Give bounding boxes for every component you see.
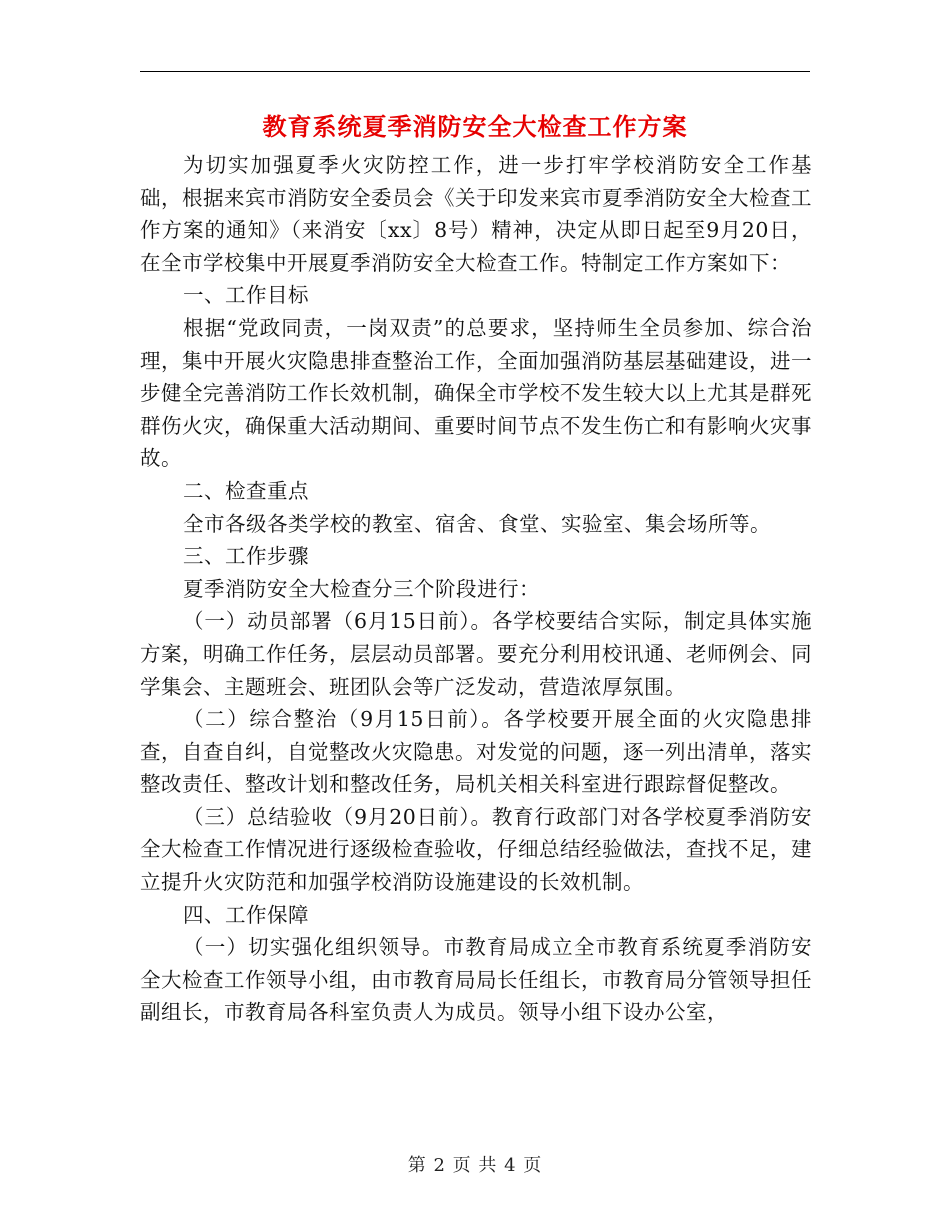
- guarantee-one-paragraph: （一）切实强化组织领导。市教育局成立全市教育系统夏季消防安全大检查工作领导小组，由市教育局局长任组长，市教育局分管领导担任副组长，市教育局各科室负责人为成员。领导小组下设办公室，: [140, 935, 812, 1025]
- focus-paragraph: 全市各级各类学校的教室、宿舍、食堂、实验室、集会场所等。: [183, 511, 772, 536]
- section-heading-goals: 一、工作目标: [183, 283, 310, 308]
- document-body: [140, 149, 812, 1029]
- step-two-paragraph: （二）综合整治（9月15日前）。各学校要开展全面的火灾隐患排查，自查自纠，自觉整改火灾隐患。对发觉的问题，逐一列出清单，落实整改责任、整改计划和整改任务，局机关相关科室进行跟踪督促整改。: [140, 707, 812, 797]
- header-rule: [140, 71, 810, 72]
- section-heading-steps: 三、工作步骤: [183, 544, 310, 569]
- intro-paragraph: 为切实加强夏季火灾防控工作，进一步打牢学校消防安全工作基础，根据来宾市消防安全委员会《关于印发来宾市夏季消防安全大检查工作方案的通知》（来消安〔xx〕8号）精神，决定从即日起至9月20日，在全市学校集中开展夏季消防安全大检查工作。特制定工作方案如下：: [140, 153, 812, 275]
- goals-paragraph: 根据“党政同责，一岗双责”的总要求，坚持师生全员参加、综合治理，集中开展火灾隐患排查整治工作，全面加强消防基层基础建设，进一步健全完善消防工作长效机制，确保全市学校不发生较大以上尤其是群死群伤火灾，确保重大活动期间、重要时间节点不发生伤亡和有影响火灾事故。: [140, 315, 812, 471]
- step-three-paragraph: （三）总结验收（9月20日前）。教育行政部门对各学校夏季消防安全大检查工作情况进行逐级检查验收，仔细总结经验做法，查找不足，建立提升火灾防范和加强学校消防设施建设的长效机制。: [140, 804, 812, 895]
- section-heading-focus: 二、检查重点: [183, 478, 310, 503]
- section-heading-guarantee: 四、工作保障: [183, 902, 310, 927]
- page-number-footer: 第 2 页 共 4 页: [407, 1155, 543, 1176]
- step-one-paragraph: （一）动员部署（6月15日前）。各学校要结合实际，制定具体实施方案，明确工作任务，层层动员部署。要充分利用校讯通、老师例会、同学集会、主题班会、班团队会等广泛发动，营造浓厚氛围。: [140, 609, 812, 699]
- steps-intro-paragraph: 夏季消防安全大检查分三个阶段进行：: [183, 576, 541, 601]
- document-title: 教育系统夏季消防安全大检查工作方案: [262, 112, 688, 141]
